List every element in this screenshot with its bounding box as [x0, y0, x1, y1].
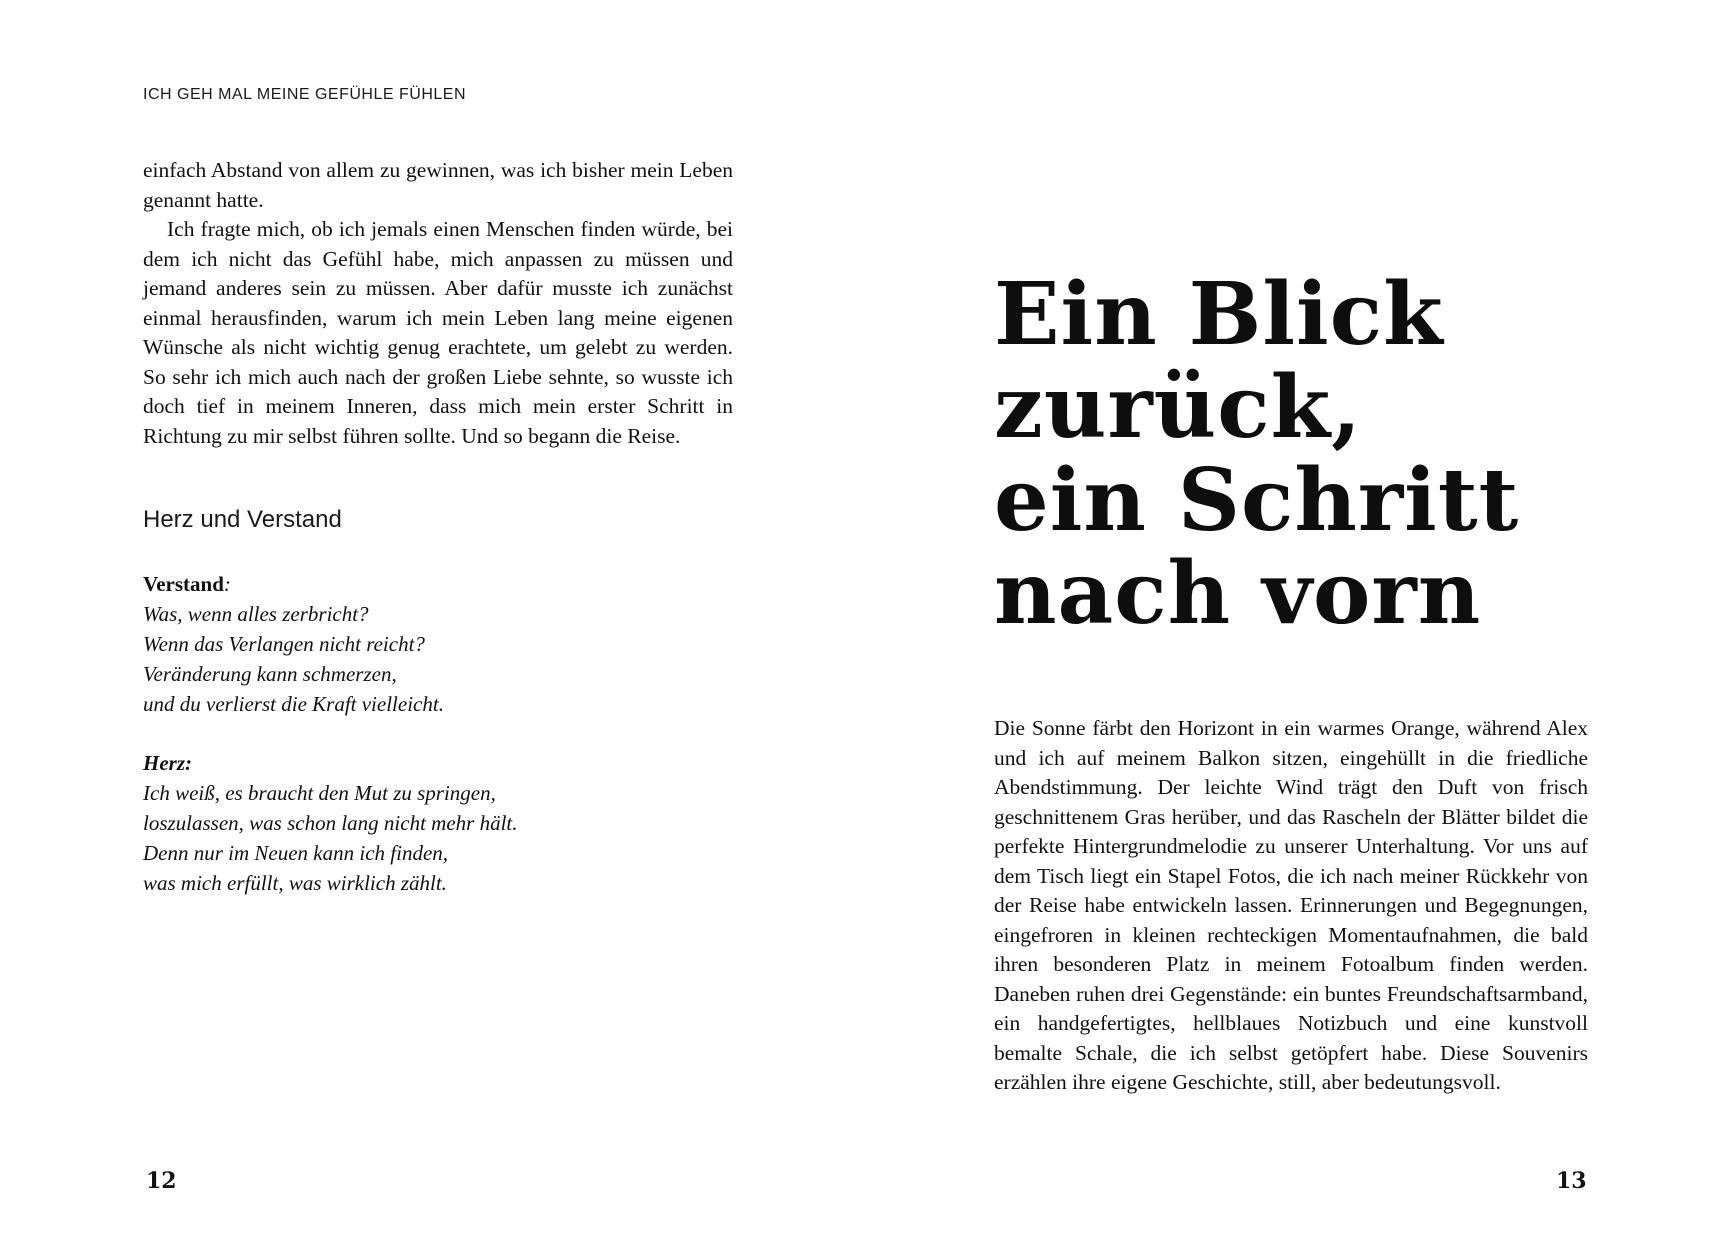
chapter-title	[994, 264, 1694, 644]
section-heading: Herz und Verstand	[143, 506, 342, 533]
paragraph: Ich fragte mich, ob ich jemals einen Menschen finden würde, bei dem ich nicht das Gefühl habe, mich anpassen zu müssen und jemand anderes sein zu müssen. Aber dafür musste ich zunächst einmal herausfinden, warum ich mein Leben lang meine eigenen Wünsche als nicht wichtig genug erachtete, um gelebt zu werden. So sehr ich mich auch nach der großen Liebe sehnte, so wusste ich doch tief in meinem Inneren, dass mich mein erster Schritt in Richtung zu mir selbst führen sollte. Und so begann die Reise.	[143, 217, 733, 448]
speaker-colon: :	[223, 572, 231, 596]
left-page	[0, 0, 856, 1240]
chapter-title-line: zurück,	[994, 357, 1363, 458]
poem-line: und du verlierst die Kraft vielleicht.	[143, 692, 444, 716]
running-head: ICH GEH MAL MEINE GEFÜHLE FÜHLEN	[143, 86, 467, 103]
paragraph: Die Sonne färbt den Horizont in ein warmes Orange, während Alex und ich auf meinem Balkon sitzen, eingehüllt in die friedliche Abendstimmung. Der leichte Wind trägt den Duft von frisch geschnittenem Gras herüber, und das Rascheln der Blätter bildet die perfekte Hintergrundmelodie zu unserer Unterhaltung. Vor uns auf dem Tisch liegt ein Stapel Fotos, die ich nach meiner Rückkehr von der Reise habe entwickeln lassen. Erinnerungen und Begegnungen, eingefroren in kleinen rechteckigen Momentaufnahmen, die bald ihren besonderen Platz in meinem Fotoalbum finden werden. Daneben ruhen drei Gegenstände: ein buntes Freundschaftsarmband, ein handgefertigtes, hellblaues Notizbuch und eine kunstvoll bemalte Schale, die ich selbst getöpfert habe. Diese Souvenirs erzählen ihre eigene Geschichte, still, aber bedeutungsvoll.	[994, 716, 1588, 1094]
page-number: 13	[1556, 1168, 1587, 1194]
paragraph: einfach Abstand von allem zu gewinnen, was ich bisher mein Leben genannt hatte.	[143, 158, 733, 212]
stanza-herz	[143, 748, 743, 898]
speaker-label	[143, 569, 743, 599]
poem-line: was mich erfüllt, was wirklich zählt.	[143, 871, 447, 895]
poem-line: Was, wenn alles zerbricht?	[143, 602, 369, 626]
poem-line: Veränderung kann schmerzen,	[143, 662, 397, 686]
right-body-text	[994, 714, 1588, 1098]
stanza-verstand	[143, 569, 743, 719]
poem	[143, 569, 743, 927]
chapter-title-line: ein Schritt	[994, 450, 1520, 551]
speaker-name: Verstand	[143, 572, 224, 596]
right-page	[856, 0, 1713, 1240]
left-body-text	[143, 156, 733, 451]
speaker-label: Herz:	[143, 751, 192, 775]
poem-line: Ich weiß, es braucht den Mut zu springen,	[143, 781, 496, 805]
chapter-title-line: nach vorn	[994, 543, 1482, 644]
poem-line: Denn nur im Neuen kann ich finden,	[143, 841, 449, 865]
page-number: 12	[146, 1168, 177, 1194]
poem-line: Wenn das Verlangen nicht reicht?	[143, 632, 425, 656]
poem-line: loszulassen, was schon lang nicht mehr hält.	[143, 811, 518, 835]
chapter-title-line: Ein Blick	[994, 264, 1444, 365]
